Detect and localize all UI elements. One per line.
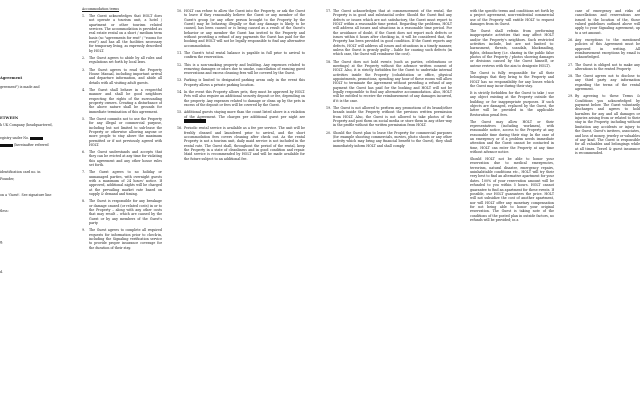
term-paragraph: with the specific terms and conditions set forth by a project agreement, non-residential commercial use of the Property will entitle HOLT to request damages from its Guest. bbox=[470, 9, 554, 27]
term-item: 13. Parking is limited to designated parking areas only in the event this Property allows a private parking location. bbox=[177, 78, 305, 87]
term-item: 2. The Guest agrees to abide by all rules and regulations set forth by local laws. bbox=[82, 56, 162, 65]
referred-line: (hereinafter referred bbox=[0, 143, 60, 147]
g-line: g, bbox=[0, 239, 4, 244]
left-party-column bbox=[0, 0, 60, 400]
accommodation-terms-column-4 bbox=[470, 0, 554, 400]
between-heading: ETWEEN bbox=[0, 115, 19, 120]
term-item: 20. Should the Guest plan to lease the Property for commercial purposes (for example shooting commercials, movies, photo shoots or any other activity which may bring any financial benefit to the Guest), they shall immediately inform HOLT and shall comply bbox=[326, 130, 452, 148]
term-item: 17. The Guest acknowledges that at commencement of the rental, the Property is in good and substantial order. Should the Guest find any defects or issues which are not satisfactory, the Guest must report to HOLT within a reasonable time period. Regarding the problems, HOLT will address all issues and situations in a reasonable time period. For the avoidance of doubt, if the Guest does not report such defects or issues within 6 hours after checking in, it will be considered that, the Property has been provided in good condition. If the Guest reports any defects, HOLT will address all issues and situations in a timely manner, unless the Guest is grossly guilty – liable for causing such defects (in which case, the Guest will reimburse the cost). bbox=[326, 9, 452, 57]
term-item: 15. Additional guests staying more than the count listed above is a violation of the Agreement. The charges per additional guest per night are bbox=[177, 110, 305, 123]
accommodation-terms-title: Accommodation terms bbox=[82, 7, 120, 11]
term-item: 8. The Guest is responsible for any breakage or damage caused (or related costs) in or to the Property – along with any other costs that may result – which are caused by the Guest or by any members of the Guest's party. bbox=[82, 199, 162, 226]
redaction-bar bbox=[0, 144, 13, 148]
accommodation-terms-column-3 bbox=[326, 0, 452, 400]
term-paragraph: The Guest may allow HOLT or their representatives (including workmen), with reasonable notice, access to the Property at any reasonable time during their stay. In the case of an emergency or if a problem needs immediate attention and the Guest cannot be contacted in time, HOLT can enter the Property at any time without advance notice. bbox=[470, 119, 554, 155]
identification-line: identification card no. in bbox=[0, 169, 41, 174]
registry-line: egistry under No. bbox=[0, 136, 60, 140]
term-item: case of emergency and risks of cancellations and reservations are issued to the location of the, those valued guidelines outlined above will apply to your Signaling agreement, up to a set amount. bbox=[575, 9, 640, 35]
term-item: 26. Any exceptions to the mentioned policies of this Agreement must be approved in writing. All reimbursement exceptions by email is acknowledged. bbox=[568, 37, 640, 60]
accommodation-terms-column-1 bbox=[82, 0, 162, 400]
term-paragraph: The Guest shall refrain from performing inappropriate activities that may affect HOLT and/or the Property's neighbors. Such restricted activities include, but are not limited to: harassment, threats, scandals, blackmailing, fights, debauchery (i.e. sharing in the public false photos of the Property / photos showing damages or divisions caused by the Guest himself, or untrue reviews with the aim to denigrate HOLT). bbox=[470, 29, 554, 68]
term-item: 5. The Guest commits not to use the Property for any illegal or commercial purpose, including but not limited to sub-lease the Property or otherwise allowing anyone or more people to stay above the maximum permitted or if not previously agreed with HOLT. bbox=[82, 116, 162, 147]
term-item: 14. In the event this Property allows pets, they must be approved by HOLT. Pets will also require an additional security deposit or fee, depending on the property. Any expenses related to damage or clean up by the pets in excess of the deposit or fees will be covered by the Guest. bbox=[177, 90, 305, 108]
term-item: 27. The Guest is obliged not to make any alterations to the rented Property. bbox=[568, 62, 640, 71]
term-item: 1. The Guest acknowledges that HOLT does not operate a tourism unit, a hotel / apartment or other tourism related services. The accommodation is provided as real estate rental on a short / medium term basis (so "agreements for rent" / "rooms for rent") and has all the facilities necessary for temporary living, as expressly described by HOLT. bbox=[82, 14, 162, 53]
redaction-bar bbox=[30, 137, 43, 141]
term-paragraph: Should HOLT not be able to honor your reservation due to medical emergencies, terrorism, natural disaster, emergency repairs, uninhabitable conditions etc., HOLT will try their very best to find an alternative apartment for your dates. 100% of your reservation amount will be refunded to you within 5 hours. HOLT cannot guarantee to find an apartment for these events. If possible, our HOLT guarantees the price. HOLT will not subsidize the cost of another apartment, nor will HOLT offer any monetary compensation for not being able to honor your original reservation. The Guest is taking note of the conditions of the posted plan in outside factors, no refunds will be provided; in a bbox=[470, 157, 554, 222]
term-item: 6. The Guest understands and accepts that they can be evicted at any time for violating this agreement and any other house rules set forth. bbox=[82, 150, 162, 168]
accommodation-terms-column-2 bbox=[177, 0, 305, 400]
term-paragraph: The Guest is fully responsible for all their belongings that they bring to the Property and HOLT has no responsibility for any losses which the Guest may incur during their stay. bbox=[470, 70, 554, 88]
term-item: 19. The Guest is not allowed to perform any promotions of its brand/other brands inside the Property without the previous written permission from HOLT. Also, the Guest is not allowed to take photos of the Property and post them on social media or store them in any other way in the profile without the written permission from HOLT. bbox=[326, 106, 452, 128]
d-line: d. bbox=[0, 270, 4, 275]
term-item: 3. The Guest agrees to read the Property House Manual, including important arrival and departure information, and abide all details with all visiting adult guests. bbox=[82, 67, 162, 85]
term-item: 10. HOLT can refuse to allow the Guest into the Property, or ask the Guest to leave if they reasonably believe the Guest or any member of the Guest's group (or any other person brought to the Property by the Guest) may be behaving illegally or that any damage is likely to be caused, has been caused or is being caused as a result of the Guest's behavior or any member the Guest has invited to the Property and without providing a refund of any payments the Guest has paid for the booking and HOLT will not be legally responsible to find any alternative accommodation. bbox=[177, 9, 305, 48]
redaction-bar bbox=[184, 119, 206, 123]
term-item: 11. The Guest's total rental balance is payable in full prior to arrival to confirm the reservation. bbox=[177, 50, 305, 60]
term-item: 16. Periodic rental service is available as a fee per service. The unit will be freshly cleaned and laundered prior to arrival, and the short accommodation fees covers cleaning after check out. As the rental Property is not a tourism unit, daily maid service is not included in the rental rate. The Guest shall, throughout the period of the rental, keep the Property in a state of cleanliness and in good condition and repair. Maid service is recommended by HOLT and will be made available for the future subject to an additional fee. bbox=[177, 126, 305, 161]
company-line: h UK Company (headquartered, bbox=[0, 123, 53, 128]
term-item: 9. The Guest agrees to complete all required requests for information prior to check-in, including the Signaling verification service to provide proper insurance coverage for the duration of their stay. bbox=[82, 228, 162, 250]
founder-line: Founder, bbox=[0, 176, 15, 181]
agreement-made-line: greement") is made and bbox=[0, 85, 40, 90]
term-paragraph: It is strictly forbidden for the Guest to take / use any object existing at the Property outside the building or for inappropriate purposes. If such objects are damaged, replaced by the Guest, the latter will be provided in the applicable Restoration penal fees. bbox=[470, 90, 554, 117]
term-item: 4. The Guest shall behave in a respectful manner and shall be good neighbors respecting the rights of the surrounding property owners. Creating a disturbance of the above nature shall be grounds for immediate termination of this agreement. bbox=[82, 87, 162, 114]
tless-line: tless: bbox=[0, 209, 9, 214]
term-item: 18. The Guest does not hold events (such as parties, celebrations or meetings) at the Property without the advance written consent of HOLT. Also, it is strictly forbidden for the Guest to undertake internal activities inside the Property (cohabitation or office, physical appointments, promotions, spending any hour of these rooms will allow HOLT to terminate the Agreement without providing a refund of any payment the Guest has paid for the booking and HOLT will not be legally responsible to find any alternative accommodation. Also, HOLT will be entitled to receive the reimbursement of any damages incurred, if it is the case. bbox=[326, 59, 452, 103]
guest-signature-line: on a 'Guest'. See signature line bbox=[0, 193, 52, 198]
term-item: 29. By agreeing to these Terms & Conditions you acknowledged by payment below. The Guest voluntarily discharges and agrees to hold harmless for any and all damages or injuries arising from or related to their stay in the Property, including without limitation any accidents or injury to the Guest, Guest's invitees, associates, and loss of money, jewelry or valuables of any kind. The Guest is responsible for all valuables and belongings while at all times. Travel & guest insurance is recommended. bbox=[568, 94, 640, 155]
term-item: 12. This is a non-smoking property and building. Any expenses related to removing damages or odors due to smoke, cancellation of ensuing guest reservations and excess cleaning fees will be covered by the Guest. bbox=[177, 62, 305, 76]
accommodation-terms-column-5 bbox=[568, 0, 640, 400]
agreement-heading: Agreement bbox=[0, 76, 23, 80]
term-item: 28. The Guest agrees not to disclose to any third party any information regarding the terms of the rental agreement. bbox=[568, 74, 640, 92]
term-item: 7. The Guest agrees to no holiday or unmanaged parties, with overnight guests with a maximum of 24 hours' notice. If approved, additional nights will be charged at the prevailing market rate based on supply & demand and timing. bbox=[82, 170, 162, 197]
